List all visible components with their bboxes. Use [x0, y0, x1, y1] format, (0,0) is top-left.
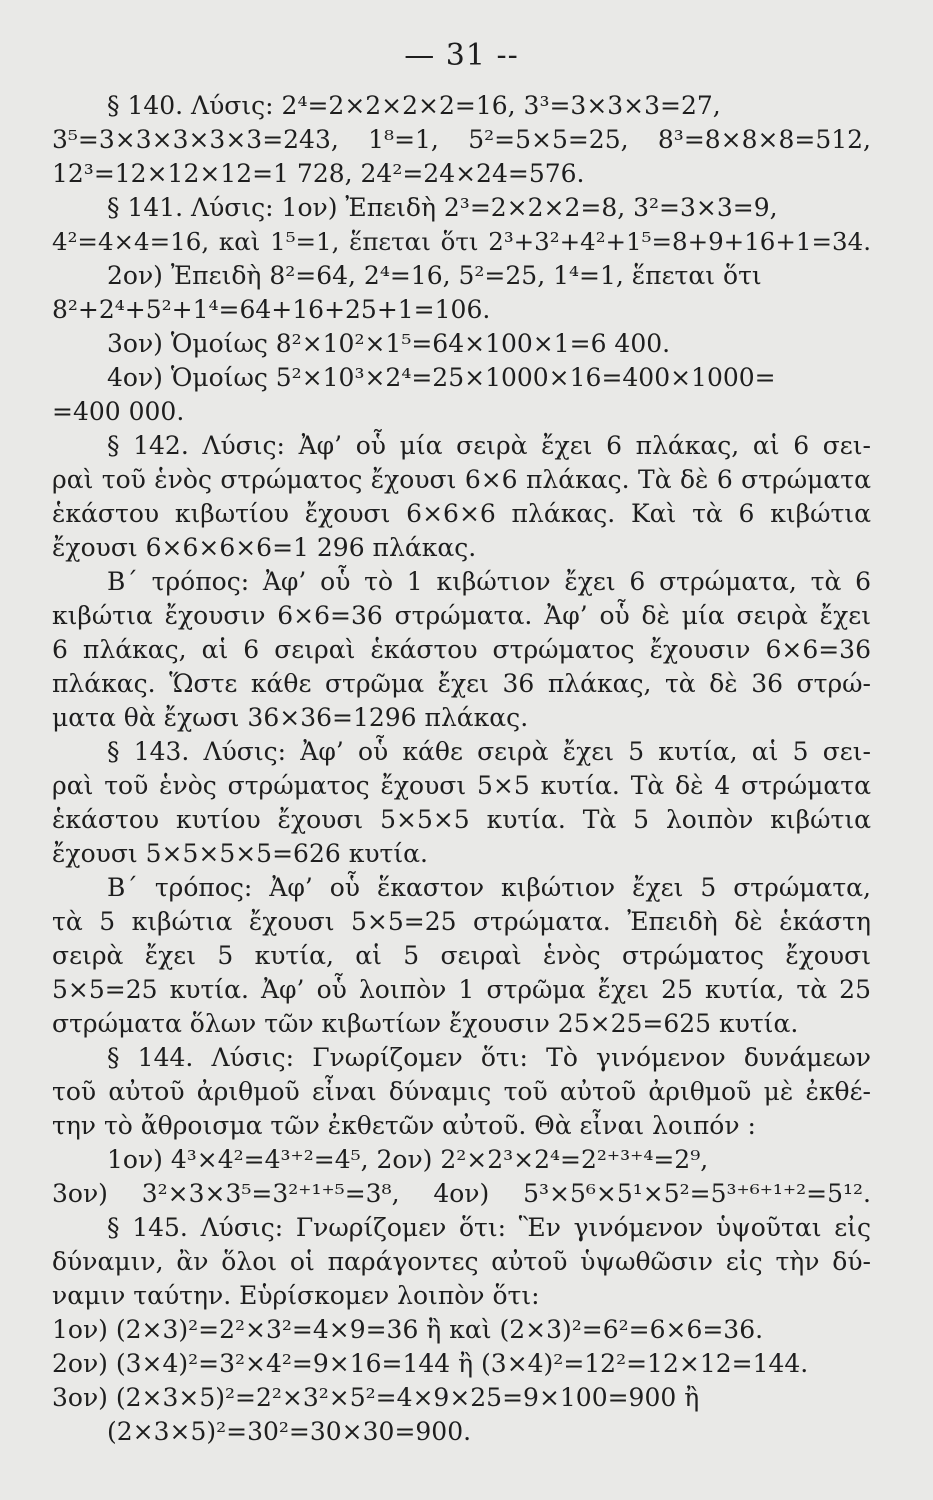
- text-line: κιβώτια ἔχουσιν 6×6=36 στρώματα. Ἀφ’ οὗ δὲ μία σειρὰ ἔχει: [52, 601, 871, 630]
- text-line: § 145. Λύσις: Γνωρίζομεν ὅτι: Ἓν γινόμενον ὑψοῦται εἰς: [107, 1213, 871, 1242]
- text-line: τὰ 5 κιβώτια ἔχουσι 5×5=25 στρώματα. Ἐπειδὴ δὲ ἑκάστη: [52, 907, 871, 936]
- text-line: στρώματα ὅλων τῶν κιβωτίων ἔχουσιν 25×25=625 κυτία.: [52, 1009, 799, 1038]
- text-line: 4²=4×4=16, καὶ 1⁵=1, ἕπεται ὅτι 2³+3²+4²+1⁵=8+9+16+1=34.: [52, 227, 871, 256]
- text-line: Β΄ τρόπος: Ἀφ’ οὗ ἕκαστον κιβώτιον ἔχει 5 στρώματα,: [107, 873, 871, 902]
- text-line: 3ον) 3²×3×3⁵=3²⁺¹⁺⁵=3⁸, 4ον) 5³×5⁶×5¹×5²=5³⁺⁶⁺¹⁺²=5¹².: [52, 1179, 871, 1208]
- text-line: την τὸ ἄθροισμα τῶν ἐκθετῶν αὐτοῦ. Θὰ εἶναι λοιπόν :: [52, 1111, 756, 1140]
- text-line: 3ον) (2×3×5)²=2²×3²×5²=4×9×25=9×100=900 ἢ: [52, 1383, 700, 1412]
- text-line: 2ον) (3×4)²=3²×4²=9×16=144 ἢ (3×4)²=12²=12×12=144.: [52, 1349, 809, 1378]
- text-line: ραὶ τοῦ ἑνὸς στρώματος ἔχουσι 6×6 πλάκας. Τὰ δὲ 6 στρώματα: [52, 465, 871, 494]
- text-line: ἔχουσι 6×6×6×6=1 296 πλάκας.: [52, 533, 477, 562]
- text-line: ἑκάστου κιβωτίου ἔχουσι 6×6×6 πλάκας. Καὶ τὰ 6 κιβώτια: [52, 499, 871, 528]
- text-line: 5×5=25 κυτία. Ἀφ’ οὗ λοιπὸν 1 στρῶμα ἔχει 25 κυτία, τὰ 25: [52, 975, 871, 1004]
- text-line: ναμιν ταύτην. Εὑρίσκομεν λοιπὸν ὅτι:: [52, 1281, 540, 1310]
- text-line: 2ον) Ἐπειδὴ 8²=64, 2⁴=16, 5²=25, 1⁴=1, ἕπεται ὅτι: [107, 261, 762, 290]
- text-line: 3ον) Ὁμοίως 8²×10²×1⁵=64×100×1=6 400.: [107, 329, 671, 358]
- text-line: τοῦ αὐτοῦ ἀριθμοῦ εἶναι δύναμις τοῦ αὐτοῦ ἀριθμοῦ μὲ ἐκθέ-: [52, 1077, 871, 1106]
- text-line: 6 πλάκας, αἱ 6 σειραὶ ἑκάστου στρώματος ἔχουσιν 6×6=36: [52, 635, 871, 664]
- text-line: =400 000.: [52, 397, 185, 426]
- text-line: 12³=12×12×12=1 728, 24²=24×24=576.: [52, 159, 585, 188]
- text-line: (2×3×5)²=30²=30×30=900.: [107, 1417, 472, 1446]
- text-line: 3⁵=3×3×3×3×3=243, 1⁸=1, 5²=5×5=25, 8³=8×8×8=512,: [52, 125, 871, 154]
- text-line: § 144. Λύσις: Γνωρίζομεν ὅτι: Τὸ γινόμενον δυνάμεων: [107, 1043, 871, 1072]
- page-number: — 31 --: [404, 38, 519, 73]
- text-line: § 140. Λύσις: 2⁴=2×2×2×2=16, 3³=3×3×3=27,: [107, 91, 721, 120]
- text-line: σειρὰ ἔχει 5 κυτία, αἱ 5 σειραὶ ἑνὸς στρώματος ἔχουσι: [52, 941, 871, 970]
- text-line: πλάκας. Ὥστε κάθε στρῶμα ἔχει 36 πλάκας, τὰ δὲ 36 στρώ-: [52, 669, 871, 698]
- text-body: [52, 89, 871, 1449]
- text-line: § 142. Λύσις: Ἀφ’ οὗ μία σειρὰ ἔχει 6 πλάκας, αἱ 6 σει-: [107, 431, 871, 460]
- text-line: δύναμιν, ἂν ὅλοι οἱ παράγοντες αὐτοῦ ὑψωθῶσιν εἰς τὴν δύ-: [52, 1247, 871, 1276]
- text-line: ραὶ τοῦ ἑνὸς στρώματος ἔχουσι 5×5 κυτία. Τὰ δὲ 4 στρώματα: [52, 771, 871, 800]
- text-line: 1ον) (2×3)²=2²×3²=4×9=36 ἢ καὶ (2×3)²=6²=6×6=36.: [52, 1315, 764, 1344]
- text-line: 8²+2⁴+5²+1⁴=64+16+25+1=106.: [52, 295, 491, 324]
- text-line: ματα θὰ ἔχωσι 36×36=1296 πλάκας.: [52, 703, 529, 732]
- text-line: 4ον) Ὁμοίως 5²×10³×2⁴=25×1000×16=400×1000=: [107, 363, 776, 392]
- text-line: ἑκάστου κυτίου ἔχουσι 5×5×5 κυτία. Τὰ 5 λοιπὸν κιβώτια: [52, 805, 871, 834]
- text-line: § 143. Λύσις: Ἀφ’ οὗ κάθε σειρὰ ἔχει 5 κυτία, αἱ 5 σει-: [107, 737, 871, 766]
- text-line: 1ον) 4³×4²=4³⁺²=4⁵, 2ον) 2²×2³×2⁴=2²⁺³⁺⁴=2⁹,: [107, 1145, 709, 1174]
- text-line: ἔχουσι 5×5×5×5=626 κυτία.: [52, 839, 428, 868]
- text-line: Β΄ τρόπος: Ἀφ’ οὗ τὸ 1 κιβώτιον ἔχει 6 στρώματα, τὰ 6: [107, 567, 871, 596]
- text-line: § 141. Λύσις: 1ον) Ἐπειδὴ 2³=2×2×2=8, 3²=3×3=9,: [107, 193, 778, 222]
